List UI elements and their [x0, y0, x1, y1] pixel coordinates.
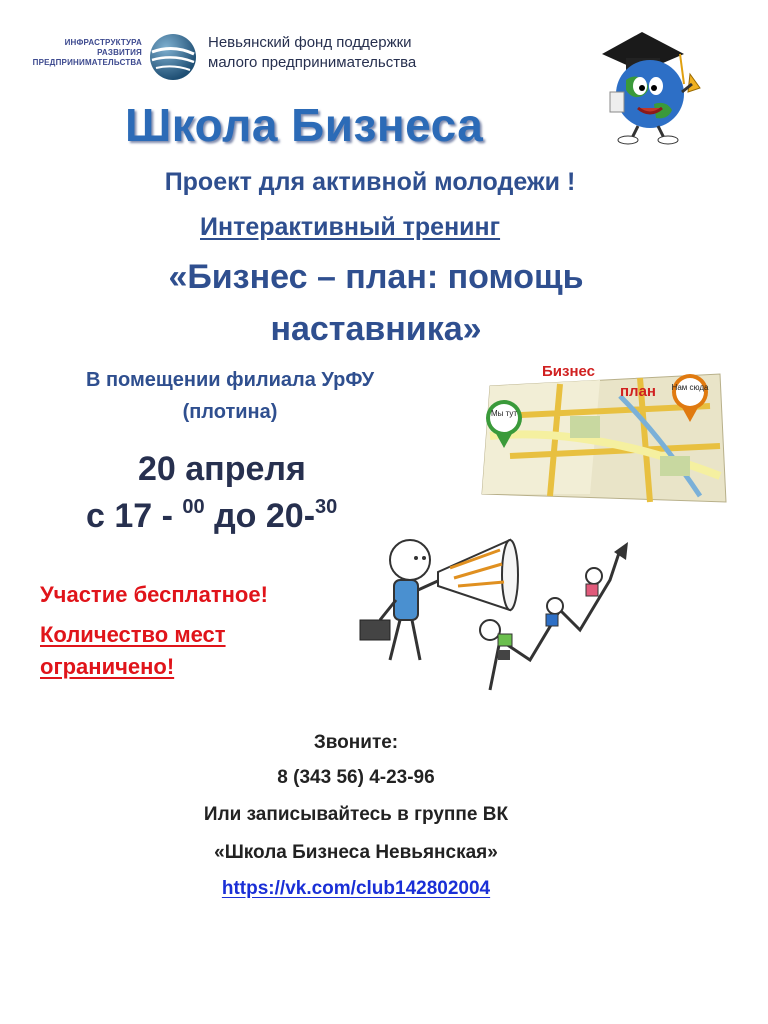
topic-line-2: наставника» — [270, 310, 482, 348]
infrastructure-logo-text — [22, 38, 142, 68]
event-date: 20 апреля — [138, 450, 306, 488]
map-title-line-1: Бизнес — [542, 363, 596, 380]
time-end-minutes: 30 — [315, 496, 338, 518]
map-pin-right-label: Нам сюда — [671, 383, 709, 392]
megaphone-stickman-illustration — [350, 520, 650, 700]
globe-mascot-icon — [592, 14, 716, 146]
time-prefix: с 17 - — [86, 497, 183, 535]
vk-group-name: «Школа Бизнеса Невьянская» — [214, 842, 498, 863]
limited-seats-line-1: Количество мест — [40, 622, 226, 647]
training-heading: Интерактивный тренинг — [200, 213, 501, 241]
signup-text: Или записывайтесь в группе ВК — [203, 804, 509, 825]
infra-logo-line-3: ПРЕДПРИНИМАТЕЛЬСТВА — [32, 58, 142, 67]
infra-logo-line-1: ИНФРАСТРУКТУРА — [64, 38, 142, 47]
venue-line-1: В помещении филиала УрФУ — [85, 369, 375, 391]
infra-logo-line-2: РАЗВИТИЯ — [97, 48, 142, 57]
fund-name-line-2: малого предпринимательства — [208, 54, 417, 71]
venue-line-2: (плотина) — [182, 401, 278, 423]
business-plan-map-illustration — [470, 356, 728, 512]
project-subtitle: Проект для активной молодежи ! — [164, 168, 576, 196]
fund-logo-text — [208, 33, 416, 73]
map-title-line-2: план — [620, 383, 656, 400]
call-label: Звоните: — [313, 732, 399, 753]
page-title: Школа Бизнеса — [125, 99, 484, 151]
free-participation-notice: Участие бесплатное! — [40, 582, 268, 607]
topic-line-1: «Бизнес – план: помощь — [168, 258, 584, 296]
vk-group-link[interactable]: https://vk.com/club142802004 — [221, 878, 491, 899]
globe-logo-icon — [148, 32, 198, 82]
phone-number: 8 (343 56) 4-23-96 — [277, 767, 435, 788]
limited-seats-line-2: ограничено! — [40, 654, 175, 679]
fund-name-line-1: Невьянский фонд поддержки — [208, 34, 412, 51]
event-time — [86, 496, 354, 536]
map-pin-left-label: Мы тут — [490, 409, 518, 418]
time-start-minutes: 00 — [182, 496, 205, 518]
time-middle: до 20- — [204, 497, 316, 535]
